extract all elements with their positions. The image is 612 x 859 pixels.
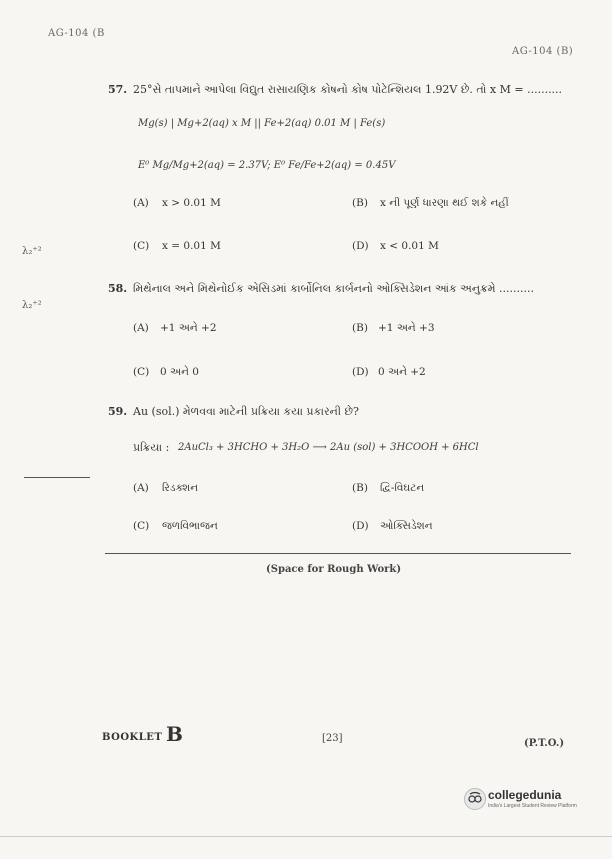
q57-text: 25°સે તાપમાને આપેલા વિદ્યુત રાસાયણિક કોષનો કોષ પોટેન્શિયલ 1.92V છે. તો x M = .......... xyxy=(133,83,563,96)
q58-option-a[interactable]: +1 અને +2 xyxy=(160,322,217,334)
q58-option-c[interactable]: 0 અને 0 xyxy=(160,366,199,378)
margin-mark-1: λ₂⁺² xyxy=(22,246,42,257)
q57-option-b-label: (B) xyxy=(352,197,368,209)
collegedunia-logo-name: collegedunia xyxy=(488,788,562,802)
q58-option-d-label: (D) xyxy=(352,366,369,378)
q57-cell-notation: Mg(s) | Mg+2(aq) x M || Fe+2(aq) 0.01 M | Fe(s) xyxy=(138,118,386,129)
q57-option-d-label: (D) xyxy=(352,240,369,252)
q59-reaction: 2AuCl₃ + 3HCHO + 3H₂O ⟶ 2Au (sol) + 3HCOOH + 6HCl xyxy=(178,442,479,453)
q59-reaction-label: પ્રક્રિયા : xyxy=(133,441,170,454)
q58-option-b-label: (B) xyxy=(352,322,368,334)
rough-work-label: (Space for Rough Work) xyxy=(266,564,402,575)
q57-option-a-label: (A) xyxy=(133,197,149,209)
q59-option-a[interactable]: રિડક્શન xyxy=(162,482,199,494)
q58-text: મિથેનાલ અને મિથેનોઈક એસિડમાં કાર્બોનિલ કાર્બનનો ઓક્સિડેશન આંક અનુક્રમે .......... xyxy=(133,282,535,295)
q58-number: 58. xyxy=(108,282,128,295)
booklet-label: BOOKLET xyxy=(102,732,163,743)
q58-option-c-label: (C) xyxy=(133,366,150,378)
q59-option-c[interactable]: જળવિભાજન xyxy=(162,520,218,532)
margin-rule xyxy=(24,477,90,478)
collegedunia-logo-icon xyxy=(464,788,486,810)
q57-option-c[interactable]: x = 0.01 M xyxy=(162,240,221,252)
q59-option-b[interactable]: દ્વિ-વિઘટન xyxy=(380,482,425,494)
q58-option-b[interactable]: +1 અને +3 xyxy=(378,322,435,334)
margin-mark-2: λ₂⁺² xyxy=(22,300,42,311)
bottom-edge-line xyxy=(0,836,612,837)
q57-option-c-label: (C) xyxy=(133,240,150,252)
q57-number: 57. xyxy=(108,83,128,96)
q59-option-a-label: (A) xyxy=(133,482,149,494)
booklet-letter: B xyxy=(166,722,183,746)
pto-label: (P.T.O.) xyxy=(524,738,565,749)
q59-option-d[interactable]: ઓક્સિડેશન xyxy=(380,520,433,532)
q59-option-d-label: (D) xyxy=(352,520,369,532)
header-right-code: AG-104 (B) xyxy=(512,46,574,57)
q57-standard-potentials: E⁰ Mg/Mg+2(aq) = 2.37V; E⁰ Fe/Fe+2(aq) = 0.45V xyxy=(138,160,396,171)
q59-text: Au (sol.) મેળવવા માટેની પ્રક્રિયા કયા પ્રકારની છે? xyxy=(133,405,359,418)
q58-option-a-label: (A) xyxy=(133,322,149,334)
q59-option-b-label: (B) xyxy=(352,482,368,494)
q57-option-a[interactable]: x > 0.01 M xyxy=(162,197,221,209)
rough-work-divider xyxy=(105,553,571,554)
page-number: [23] xyxy=(322,733,343,744)
q57-option-d[interactable]: x < 0.01 M xyxy=(380,240,439,252)
q57-option-b[interactable]: x ની પૂર્ણ ધારણા થઈ શકે નહીં xyxy=(380,197,509,209)
q58-option-d[interactable]: 0 અને +2 xyxy=(378,366,426,378)
q59-number: 59. xyxy=(108,405,128,418)
collegedunia-logo-tagline: India's Largest Student Review Platform xyxy=(488,803,577,809)
q59-option-c-label: (C) xyxy=(133,520,150,532)
header-left-code: AG-104 (B xyxy=(48,28,105,39)
